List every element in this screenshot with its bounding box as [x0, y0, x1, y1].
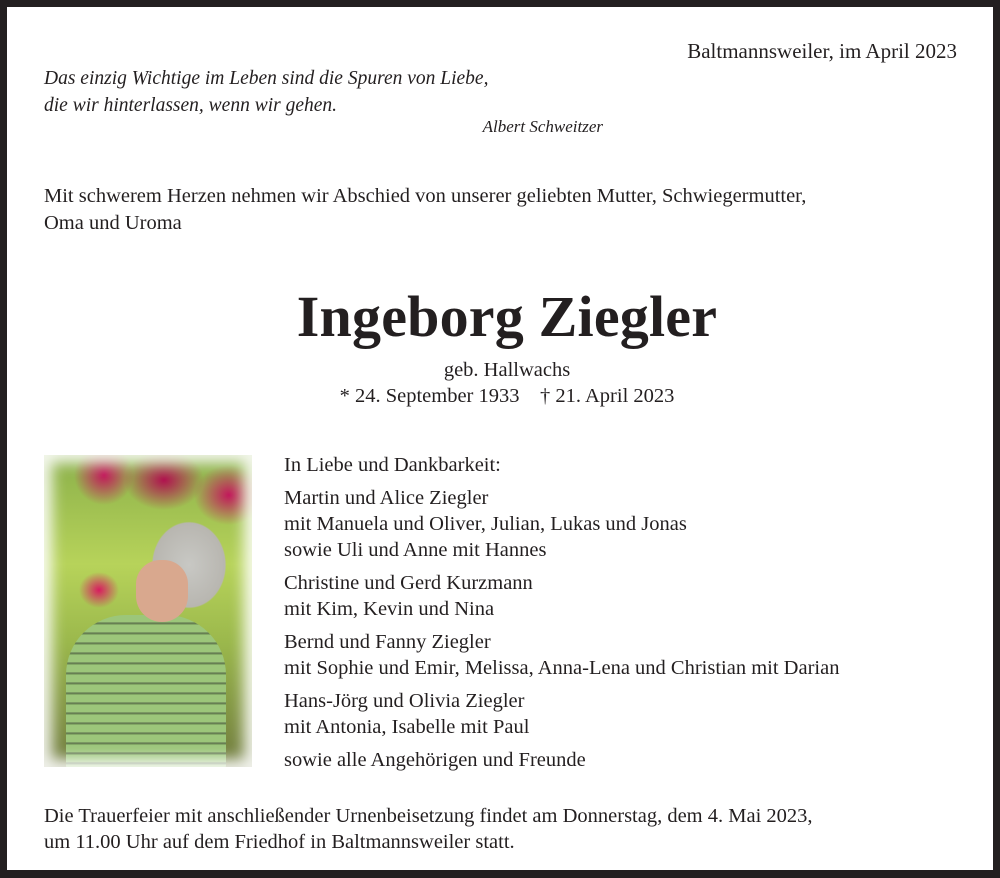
mourner-family: [284, 629, 984, 681]
deceased-name: Ingeborg Ziegler: [296, 284, 718, 349]
mourners-heading-group: [284, 452, 984, 478]
mourner-line: Christine und Gerd Kurzmann: [284, 572, 533, 594]
life-dates: * 24. September 1933 † 21. April 2023: [339, 385, 675, 407]
funeral-line: um 11.00 Uhr auf dem Friedhof in Baltmannsweiler statt.: [44, 831, 515, 853]
mourner-line: mit Sophie und Emir, Melissa, Anna-Lena und Christian mit Darian: [284, 657, 840, 679]
quote: [44, 65, 604, 119]
quote-line: die wir hinterlassen, wenn wir gehen.: [44, 95, 338, 116]
intro-text: [44, 183, 984, 237]
mourners-list: [284, 452, 984, 780]
mourner-family: [284, 570, 984, 622]
mourner-line: mit Antonia, Isabelle mit Paul: [284, 716, 530, 738]
funeral-line: Die Trauerfeier mit anschließender Urnenbeisetzung findet am Donnerstag, dem 4. Mai 2023,: [44, 805, 813, 827]
mourner-family: [284, 747, 984, 773]
mourner-line: sowie alle Angehörigen und Freunde: [284, 749, 586, 771]
mourner-family: [284, 485, 984, 563]
place-date: Baltmannsweiler, im April 2023: [687, 39, 957, 63]
mourner-family: [284, 688, 984, 740]
mourner-line: Hans-Jörg und Olivia Ziegler: [284, 690, 525, 712]
portrait-photo: [44, 455, 252, 767]
birth-name: geb. Hallwachs: [443, 359, 571, 381]
funeral-notice: [44, 803, 984, 855]
mourner-line: Bernd und Fanny Ziegler: [284, 631, 491, 653]
mourner-line: sowie Uli und Anne mit Hannes: [284, 539, 547, 561]
quote-line: Das einzig Wichtige im Leben sind die Spuren von Liebe,: [44, 68, 489, 89]
mourner-line: mit Kim, Kevin und Nina: [284, 598, 495, 620]
mourner-line: Martin und Alice Ziegler: [284, 487, 489, 509]
quote-author: Albert Schweitzer: [482, 117, 603, 136]
intro-line: Oma und Uroma: [44, 212, 182, 234]
intro-line: Mit schwerem Herzen nehmen wir Abschied von unserer geliebten Mutter, Schwiegermutter,: [44, 185, 807, 207]
mourner-line: mit Manuela und Oliver, Julian, Lukas und Jonas: [284, 513, 687, 535]
mourners-heading: In Liebe und Dankbarkeit:: [284, 454, 501, 476]
photo-vignette: [44, 455, 252, 767]
